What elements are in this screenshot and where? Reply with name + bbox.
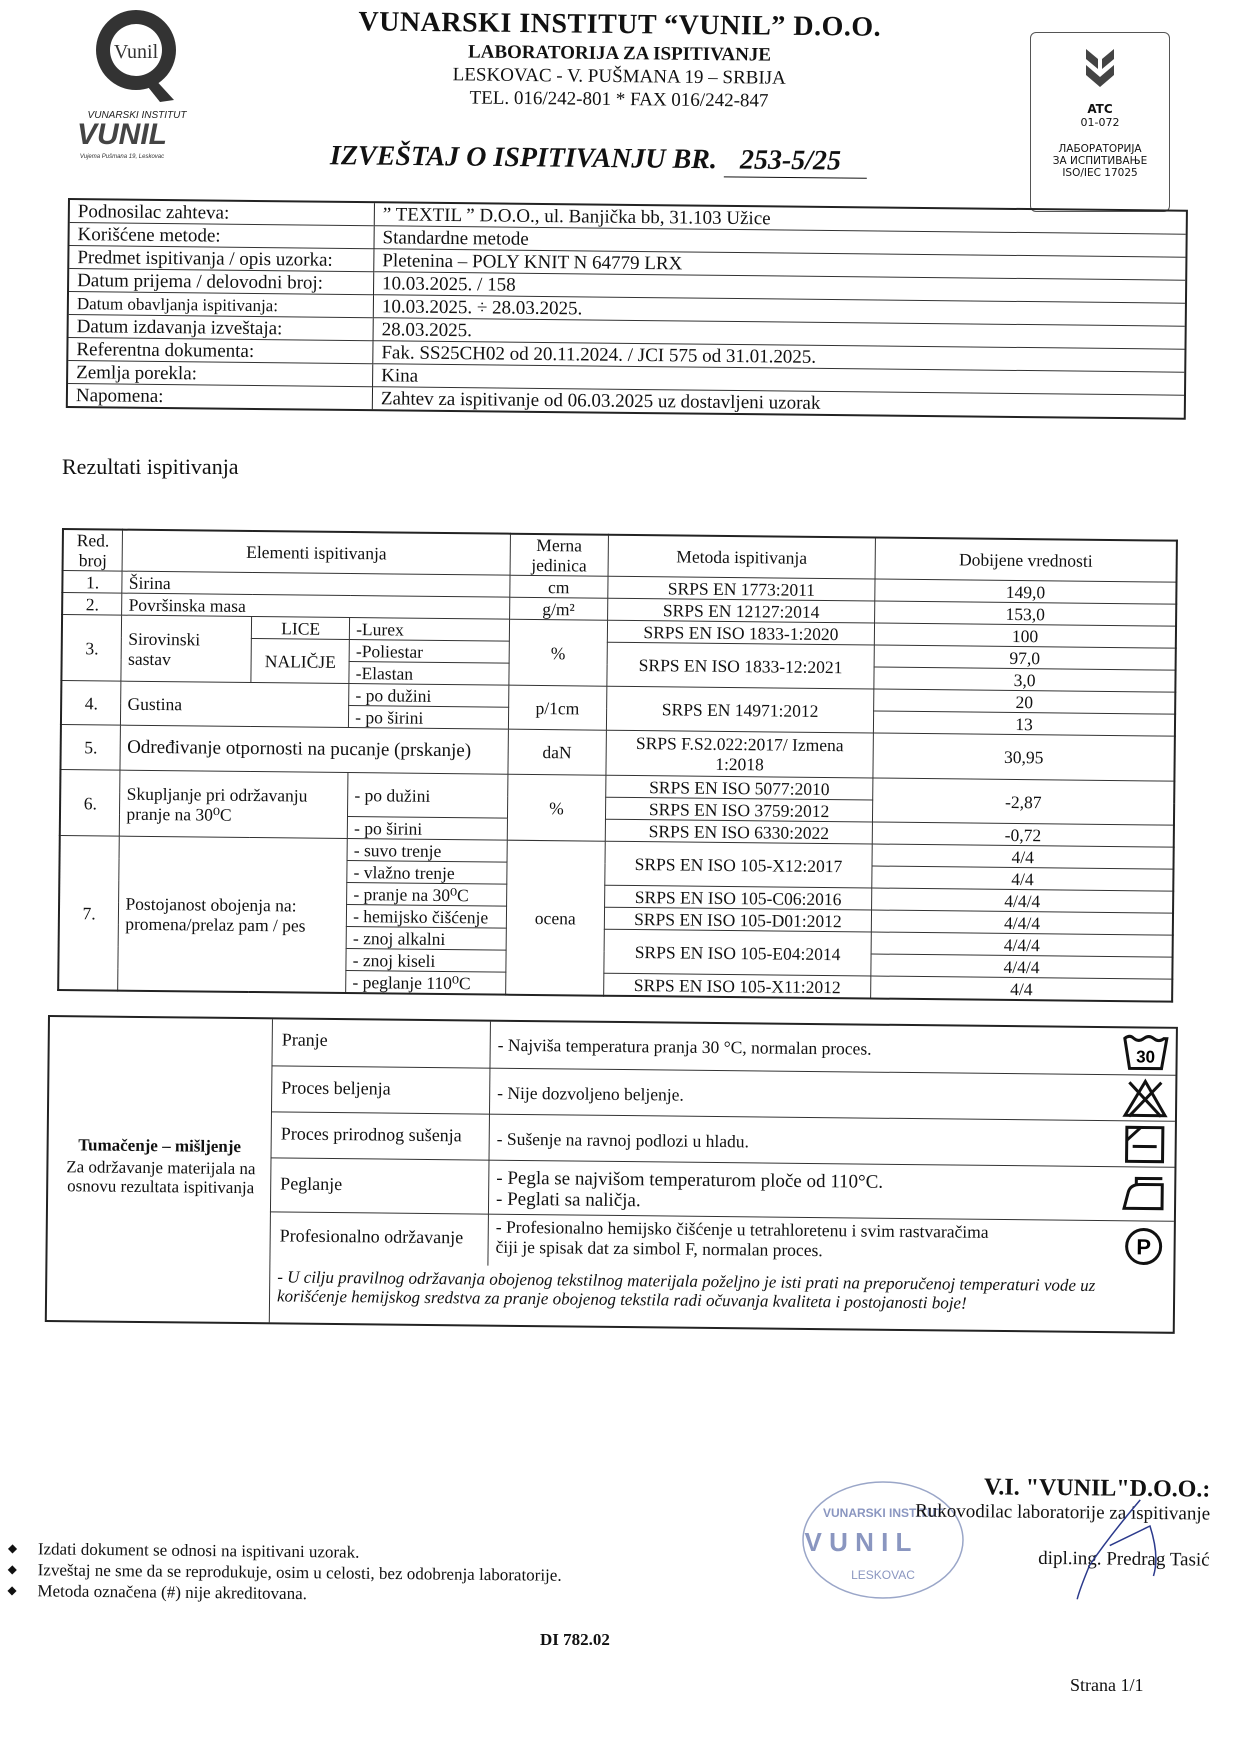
- row-value: 3,0: [874, 667, 1175, 692]
- stamp-bottom-text: LESKOVAC: [851, 1568, 915, 1582]
- page-number: Strana 1/1: [1070, 1675, 1144, 1695]
- row-unit: %: [509, 619, 608, 686]
- report-title: [330, 140, 867, 179]
- row-element: Određivanje otpornosti na pucanje (prskanje): [120, 725, 508, 774]
- care-text: - Najviša temperatura pranja 30 °C, normalan proces.: [497, 1034, 872, 1059]
- report-number: 253-5/25: [724, 144, 867, 178]
- svg-text:30: 30: [1136, 1047, 1156, 1067]
- info-value: Fak. SS25CH02 od 20.11.2024. / JCI 575 od 31.01.2025.: [373, 341, 1185, 372]
- composition-elastan: -Elastan: [349, 662, 509, 686]
- row-method: SRPS EN ISO 105-X11:2012: [603, 973, 871, 998]
- care-text: - Profesionalno hemijsko čišćenje u tetrahloretenu i svim rastvaračima: [495, 1216, 989, 1242]
- atc-line1: ЛАБОРАТОРИЈА: [1058, 143, 1142, 155]
- report-info-table: [66, 198, 1188, 420]
- row-value: -0,72: [872, 822, 1173, 847]
- row-unit: daN: [508, 729, 606, 775]
- info-label: Napomena:: [68, 384, 373, 410]
- composition-polyester: -Poliestar: [349, 640, 509, 664]
- interpretation-heading: Tumačenje – mišljenje: [78, 1135, 242, 1157]
- fastness-label: - peglanje 110⁰C: [346, 970, 506, 994]
- composition-lurex: -Lurex: [350, 618, 510, 642]
- row-method: SRPS EN ISO 3759:2012: [605, 797, 873, 822]
- signature-name: dipl.ing. Predrag Tasić: [1038, 1547, 1210, 1571]
- care-row-professional: [269, 1211, 1173, 1272]
- fastness-label: - pranje na 30⁰C: [347, 883, 507, 907]
- atc-mark: ATC: [1087, 102, 1113, 116]
- care-label: Proces beljenja: [281, 1077, 391, 1099]
- row-method: SRPS EN ISO 105-C06:2016: [604, 885, 872, 910]
- org-name: VUNARSKI INSTITUT “VUNIL” D.O.O.: [358, 6, 882, 43]
- row-method: SRPS EN ISO 6330:2022: [605, 819, 873, 844]
- care-label: Pranje: [281, 1029, 328, 1050]
- info-label: Referentna dokumenta:: [68, 338, 373, 364]
- row-method: SRPS EN ISO 105-X12:2017: [605, 841, 873, 888]
- info-label: Predmet ispitivanja / opis uzorka:: [69, 246, 374, 272]
- svg-text:P: P: [1136, 1234, 1152, 1260]
- row-unit: cm: [510, 575, 608, 598]
- row-method: SRPS EN ISO 1833-1:2020: [607, 620, 875, 645]
- row-unit: ocena: [506, 840, 606, 996]
- row-value: -2,87: [873, 778, 1175, 825]
- atc-code: 01-072: [1080, 116, 1120, 129]
- fastness-label: - znoj kiseli: [346, 949, 506, 973]
- atc-line3: ISO/IEC 17025: [1062, 167, 1138, 179]
- interpretation-note: - U cilju pravilnog održavanja obojenog tekstilnog materijala poželjno je isti prati na preporučenoj temperaturi vode uz korišćenje hemijskog sredstva za pranje obojenog tekstila radi očuvanja kvaliteta i postojanosti boje!: [276, 1267, 1096, 1313]
- care-text-2: čiji je spisak dat za simbol F, normalan proces.: [495, 1236, 823, 1261]
- row-value: 4/4: [871, 976, 1172, 1002]
- info-label: Datum prijema / delovodni broj:: [69, 269, 374, 295]
- row-unit: g/m²: [509, 597, 607, 620]
- row-value: 4/4: [872, 844, 1173, 869]
- org-phone: TEL. 016/242-801 * FAX 016/242-847: [469, 87, 769, 112]
- accreditation-badge: [1030, 32, 1170, 212]
- header-element: Elementi ispitivanja: [122, 530, 510, 576]
- row-value: 153,0: [875, 601, 1176, 626]
- row-method: SRPS EN ISO 5077:2010: [605, 775, 873, 800]
- dry-flat-shade-icon: [1120, 1124, 1168, 1165]
- care-label: Proces prirodnog sušenja: [280, 1123, 462, 1146]
- row-unit: %: [507, 774, 606, 841]
- row-value: 4/4: [872, 866, 1173, 891]
- row-no: 3.: [61, 615, 122, 682]
- info-value: 10.03.2025. / 158: [374, 272, 1186, 303]
- interpretation-subheading: Za održavanje materijala na osnovu rezultata ispitivanja: [66, 1157, 256, 1198]
- row-value: 97,0: [874, 645, 1175, 670]
- info-value: Zahtev za ispitivanje od 06.03.2025 uz dostavljeni uzorak: [372, 387, 1184, 418]
- fastness-label: - vlažno trenje: [347, 861, 507, 885]
- atc-logo-icon: [1080, 43, 1120, 95]
- info-value: Kina: [373, 364, 1185, 395]
- info-value: Standardne metode: [374, 226, 1186, 257]
- stamp-mid-text: V U N I L: [804, 1527, 912, 1557]
- row-value: 4/4/4: [872, 910, 1173, 935]
- row-method: SRPS EN ISO 105-D01:2012: [604, 907, 872, 932]
- row-value: 13: [874, 711, 1175, 736]
- footnote-item: ◆ Metoda označena (#) nije akreditovana.: [7, 1580, 707, 1608]
- wash-30-icon: [1121, 1032, 1169, 1073]
- header-no: Red. broj: [63, 529, 123, 571]
- signature-role: Rukovodilac laboratorije za ispitivanje: [915, 1500, 1211, 1525]
- lab-name: LABORATORIJA ZA ISPITIVANJE: [467, 41, 772, 66]
- fastness-label: - suvo trenje: [347, 839, 507, 863]
- care-text: - Nije dozvoljeno beljenje.: [497, 1082, 684, 1105]
- no-bleach-icon: [1121, 1078, 1169, 1119]
- row-value: 20: [874, 689, 1175, 714]
- professional-clean-p-icon: [1119, 1226, 1167, 1267]
- row-no: 2.: [62, 593, 122, 616]
- density-length: - po dužini: [349, 684, 509, 708]
- info-label: Korišćene metode:: [70, 223, 375, 249]
- document-code: DI 782.02: [540, 1630, 610, 1649]
- row-method: SRPS EN ISO 1833-12:2021: [607, 642, 875, 689]
- header-value: Dobijene vrednosti: [875, 538, 1177, 583]
- row-value: 4/4/4: [871, 932, 1172, 957]
- care-text: - Sušenje na ravnoj podlozi u hladu.: [496, 1128, 750, 1152]
- shrink-width: - po širini: [347, 817, 507, 841]
- info-label: Podnosilac zahteva:: [70, 200, 375, 226]
- row-value: 4/4/4: [872, 888, 1173, 913]
- care-label: Peglanje: [280, 1173, 343, 1195]
- results-title: Rezultati ispitivanja: [62, 454, 239, 479]
- logo-caption: VUNARSKI INSTITUT: [87, 110, 187, 121]
- row-method: SRPS EN 12127:2014: [607, 598, 875, 623]
- stamp-top-text: VUNARSKI INSTITUT: [823, 1506, 943, 1520]
- row-element: Postojanost obojenja na: promena/prelaz pam / pes: [118, 836, 347, 993]
- row-no: 4.: [61, 681, 121, 726]
- shrink-length: - po dužini: [348, 773, 508, 819]
- logo-mark: VUNIL: [77, 118, 167, 151]
- info-label: Zemlja porekla:: [68, 361, 373, 387]
- row-method: SRPS EN ISO 105-E04:2014: [604, 929, 872, 976]
- signature-org: V.I. "VUNIL"D.O.O.:: [983, 1474, 1211, 1503]
- row-no: 5.: [60, 724, 120, 770]
- iron-110-icon: [1120, 1174, 1168, 1215]
- density-width: - po širini: [349, 706, 509, 730]
- org-address: LESKOVAC - V. PUŠMANA 19 – SRBIJA: [452, 64, 786, 89]
- row-no: 1.: [62, 571, 122, 594]
- footnote-item: ◆ Izveštaj ne sme da se reprodukuje, osim u celosti, bez odobrenja laboratorije.: [8, 1559, 708, 1587]
- info-value: Pletenina – POLY KNIT N 64779 LRX: [374, 249, 1186, 280]
- info-value: 28.03.2025.: [373, 318, 1185, 349]
- info-value: ” TEXTIL ” D.O.O., ul. Banjička bb, 31.103 Užice: [382, 203, 771, 229]
- care-text: - Pegla se najvišom temperaturom ploče od 110°C.: [496, 1167, 884, 1193]
- row-element: Sirovinski sastav: [121, 615, 252, 682]
- org-header: [329, 6, 910, 114]
- info-label: Datum izdavanja izveštaja:: [69, 315, 374, 341]
- row-value: 149,0: [875, 579, 1176, 604]
- header-unit: Merna jedinica: [510, 534, 608, 577]
- info-value: 10.03.2025. ÷ 28.03.2025.: [373, 295, 1185, 326]
- row-no: 7.: [58, 835, 120, 990]
- report-title-text: IZVEŠTAJ O ISPITIVANJU BR.: [329, 140, 718, 176]
- composition-face: LICE: [252, 616, 350, 639]
- info-label: Datum obavljanja ispitivanja:: [69, 292, 374, 318]
- header-method: Metoda ispitivanja: [608, 535, 876, 579]
- institute-logo: [62, 8, 212, 168]
- row-unit: p/1cm: [508, 685, 606, 730]
- logo-inner-text: Vunil: [113, 41, 159, 63]
- row-value: 30,95: [873, 733, 1175, 781]
- atc-line2: ЗА ИСПИТИВАЊЕ: [1052, 155, 1148, 167]
- footnote-item: ◆ Izdati dokument se odnosi na ispitivani uzorak.: [8, 1538, 708, 1566]
- row-element: Gustina: [121, 681, 349, 727]
- signature-block: [900, 1473, 1211, 1571]
- row-method: SRPS EN 14971:2012: [606, 686, 874, 733]
- interpretation-left: [47, 1017, 273, 1322]
- logo-address: Vujema Pušmana 19, Leskovac: [79, 154, 165, 160]
- care-label: Profesionalno održavanje: [279, 1225, 464, 1248]
- row-value: 100: [875, 623, 1176, 648]
- results-table: [57, 528, 1178, 1003]
- row-value: 4/4/4: [871, 954, 1172, 979]
- row-no: 6.: [60, 769, 121, 836]
- interpretation-box: [45, 1015, 1178, 1334]
- fastness-label: - znoj alkalni: [346, 927, 506, 951]
- row-element: Širina: [122, 571, 510, 597]
- composition-back: NALIČJE: [251, 638, 349, 683]
- row-element: Površinska masa: [122, 593, 510, 619]
- handwritten-signature-icon: [1049, 1495, 1170, 1606]
- row-method: SRPS F.S2.022:2017/ Izmena 1:2018: [606, 730, 874, 778]
- row-element: Skupljanje pri održavanju pranje na 30⁰C: [120, 770, 348, 838]
- care-text-2: - Peglati sa naličja.: [495, 1188, 641, 1212]
- footnotes: [7, 1538, 708, 1608]
- row-method: SRPS EN 1773:2011: [608, 576, 876, 601]
- fastness-label: - hemijsko čišćenje: [347, 905, 507, 929]
